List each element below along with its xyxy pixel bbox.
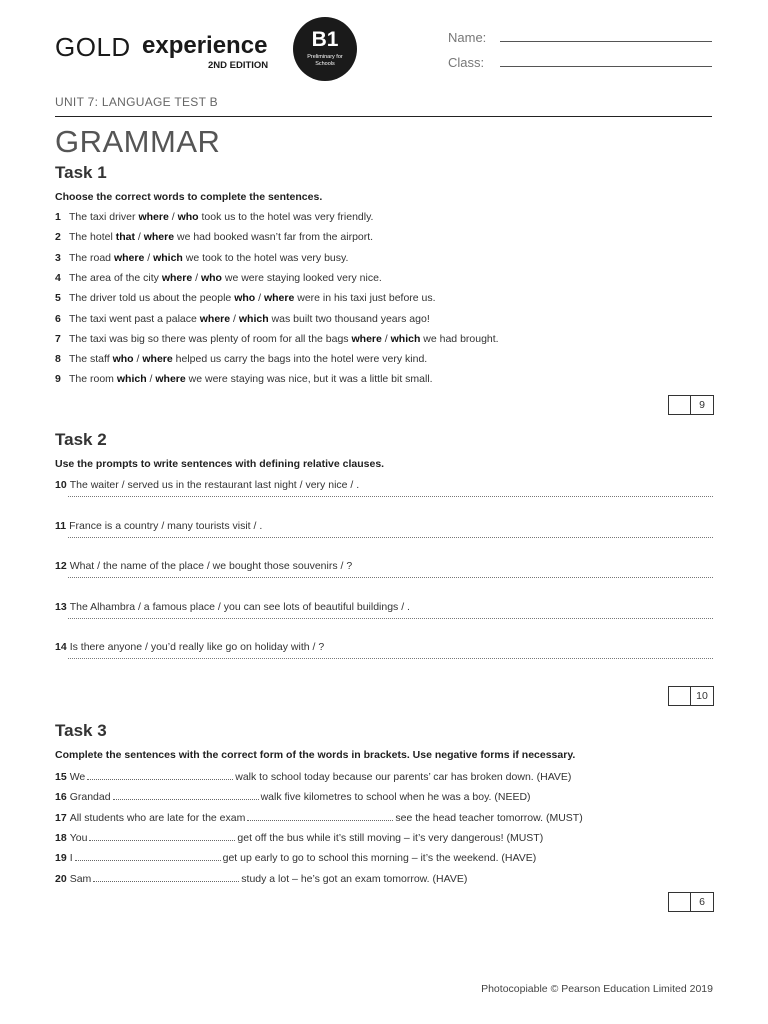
answer-line[interactable] [68,658,713,659]
task3-instruction: Complete the sentences with the correct form of the words in brackets. Use negative forms if necessary. [55,749,576,761]
item-text-after: study a lot – he’s got an exam tomorrow. (HAVE) [241,872,468,885]
item-number: 13 [55,600,67,613]
answer-gap[interactable] [247,809,393,821]
item-number: 3 [55,251,61,264]
option-separator: / [230,312,239,325]
item-number: 18 [55,831,67,844]
item-number: 16 [55,791,67,804]
option-separator: / [381,332,391,345]
option-separator: / [255,292,264,305]
task3-score-box [668,892,714,912]
task1-item [55,352,427,366]
task1-item [55,271,382,285]
item-number: 19 [55,852,67,865]
task1-item [55,210,373,224]
task2-item [55,519,262,533]
option-2[interactable]: where [143,231,175,244]
option-2[interactable]: which [153,251,183,264]
item-number: 15 [55,771,67,783]
item-number: 17 [55,811,67,824]
option-separator: / [144,251,154,264]
answer-gap[interactable] [113,788,259,800]
task3-title: Task 3 [55,721,107,740]
task2-instruction: Use the prompts to write sentences with defining relative clauses. [55,458,385,470]
task3-item [55,870,467,884]
answer-gap[interactable] [87,768,233,780]
header-divider [55,116,712,117]
item-prompt: What / the name of the place / we bought those souvenirs / ? [69,560,353,572]
option-2[interactable]: where [155,373,186,386]
task3-item [55,809,583,823]
item-text-before: Sam [69,872,92,885]
task1-item [55,251,348,265]
item-text-after: we were staying was nice, but it was a little bit small. [185,373,433,386]
item-text-after: helped us carry the bags into the hotel were very kind. [172,353,428,366]
item-number: 5 [55,292,61,305]
item-text-before: The area of the city [69,271,162,284]
item-text-after: get up early to go to school this morning – it’s the weekend. (HAVE) [222,852,537,865]
item-text-after: get off the bus while it’s still moving – it’s very dangerous! (MUST) [237,831,544,844]
task1-item [55,332,499,346]
item-text-after: we took to the hotel was very busy. [182,251,349,264]
option-separator: / [133,353,143,366]
item-text-before: The taxi driver [69,211,139,223]
option-2[interactable]: where [142,353,173,366]
item-text-before: The taxi was big so there was plenty of room for all the bags [69,332,352,345]
item-prompt: Is there anyone / you’d really like go on holiday with / ? [69,641,325,653]
option-separator: / [192,271,201,284]
section-title: GRAMMAR [55,124,221,159]
option-separator: / [134,231,144,244]
task1-score-total: 9 [699,399,705,411]
item-text-before: The hotel [69,231,116,244]
item-number: 8 [55,353,61,366]
task3-item [55,829,543,843]
item-text-before: The room [69,373,117,386]
item-text-after: took us to the hotel was very friendly. [198,211,374,223]
item-prompt: The Alhambra / a famous place / you can see lots of beautiful buildings / . [69,600,410,613]
item-number: 10 [55,479,67,491]
item-text-after: we had brought. [420,332,499,345]
task3-item [55,849,536,863]
item-number: 11 [55,519,67,532]
item-text-before: The driver told us about the people [69,292,235,305]
task2-title: Task 2 [55,430,107,449]
item-text-after: walk to school today because our parents’ car has broken down. (HAVE) [235,771,572,783]
logo-gold: GOLD [55,32,131,62]
task1-score-input[interactable] [669,396,691,414]
option-1[interactable]: who [112,353,134,366]
task3-score-total: 6 [699,896,705,908]
item-text-before: The road [69,251,114,264]
item-text-before: All students who are late for the exam [69,811,246,824]
option-separator: / [146,373,156,386]
item-number: 14 [55,641,67,653]
task2-item [55,600,410,614]
item-text-after: were in his taxi just before us. [294,292,436,305]
task2-item [55,640,324,654]
task3-item [55,788,531,802]
task2-score-total: 10 [696,690,708,702]
item-text-after: see the head teacher tomorrow. (MUST) [395,811,583,824]
option-1[interactable]: where [351,332,382,345]
option-1[interactable]: who [234,292,256,305]
class-label: Class: [448,55,485,70]
item-number: 9 [55,373,61,386]
answer-gap[interactable] [75,849,221,861]
task2-score-box [668,686,714,706]
task2-item [55,559,352,573]
task2-score-input[interactable] [669,687,691,705]
name-label: Name: [448,30,487,45]
task3-score-input[interactable] [669,893,691,911]
level-badge [293,17,357,81]
option-1[interactable]: where [161,271,193,284]
badge-level: B1 [311,28,339,51]
item-number: 20 [55,872,67,885]
answer-gap[interactable] [93,870,239,882]
name-field[interactable] [500,41,712,42]
class-field[interactable] [500,66,712,67]
item-text-before: We [69,771,86,783]
task3-item [55,768,571,782]
option-2[interactable]: who [200,271,222,284]
answer-line[interactable] [68,618,713,619]
task2-item [55,478,359,492]
option-2[interactable]: which [238,312,269,325]
answer-gap[interactable] [89,829,235,841]
task1-item [55,372,433,386]
item-text-after: we had booked wasn’t far from the airport. [174,231,374,244]
task1-score-box [668,395,714,415]
item-text-before: The staff [69,353,113,366]
task1-item [55,312,430,326]
option-1[interactable]: that [115,231,135,244]
item-number: 2 [55,231,61,244]
item-prompt: France is a country / many tourists visit / . [69,519,263,532]
answer-line[interactable] [68,577,713,578]
task1-item [55,230,373,244]
option-1[interactable]: where [113,251,145,264]
item-number: 6 [55,312,61,325]
task1-instruction: Choose the correct words to complete the sentences. [55,191,323,203]
option-1[interactable]: where [199,312,231,325]
item-text-before: I [69,852,73,865]
answer-line[interactable] [68,537,713,538]
item-text-before: You [69,831,88,844]
badge-subtitle: Preliminary for Schools [307,54,343,67]
item-prompt: The waiter / served us in the restaurant last night / very nice / . [69,479,360,491]
task1-item [55,291,436,305]
task1-title: Task 1 [55,163,107,182]
option-1[interactable]: where [138,211,169,223]
option-2[interactable]: who [177,211,199,223]
footer-copyright: Photocopiable © Pearson Education Limited 2019 [481,983,713,995]
option-separator: / [168,211,178,223]
logo-experience: experience [142,32,268,59]
answer-line[interactable] [68,496,713,497]
item-number: 7 [55,332,61,345]
option-1[interactable]: which [116,373,147,386]
item-text-before: The taxi went past a palace [69,312,200,325]
item-text-before: Grandad [69,791,111,804]
option-2[interactable]: which [390,332,421,345]
item-text-after: walk five kilometres to school when he was a boy. (NEED) [260,791,531,804]
logo-edition: 2ND EDITION [208,60,269,71]
item-number: 4 [55,271,61,284]
unit-title: UNIT 7: LANGUAGE TEST B [55,95,218,109]
item-text-after: we were staying looked very nice. [221,271,382,284]
item-number: 1 [55,211,61,223]
item-number: 12 [55,560,67,572]
item-text-after: was built two thousand years ago! [268,312,430,325]
option-2[interactable]: where [263,292,295,305]
